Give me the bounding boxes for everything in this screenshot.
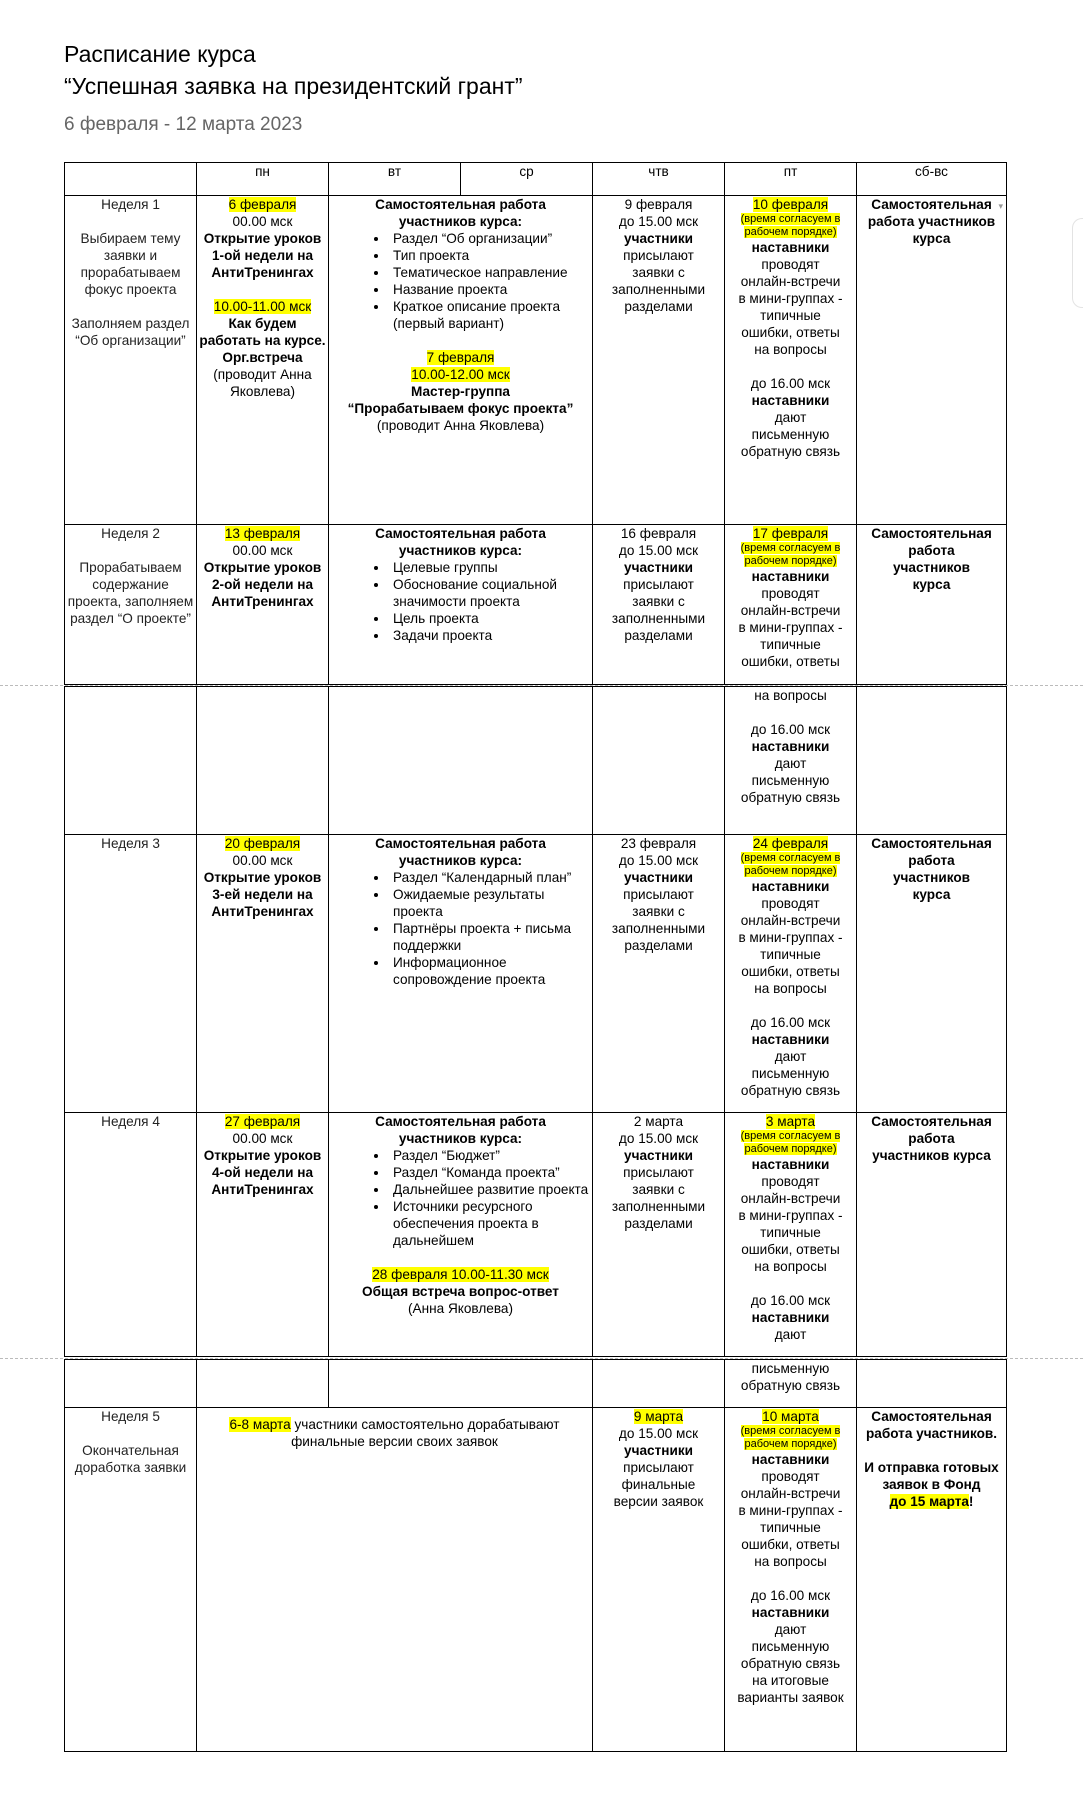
thu-text: заявки с [632,904,685,919]
fri-text: проводят [761,257,820,272]
fri-text: проводят [761,896,820,911]
week5-span-date: 6-8 марта [229,1417,291,1432]
week2-name: Неделя 2 [101,526,160,541]
week2-continuation-row [65,687,1007,835]
week2-mon-title: Открытие уроков 2-ой недели на АнтиТренингах [203,560,322,609]
week5-desc: Окончательная доработка заявки [74,1443,187,1475]
week1-mon-cell [197,196,329,525]
thu-deadline: до 15.00 мск [618,853,699,868]
thu-text: присылают [623,248,694,263]
week4-fri-date: 3 марта [765,1114,816,1129]
week4-task-list [329,1147,592,1249]
header-thu: чтв [593,163,725,196]
week2-desc: Прорабатываем содержание проекта, заполняем раздел “О проекте” [67,560,194,626]
week3-mon-title: Открытие уроков 3-ей недели на АнтиТренингах [203,870,322,919]
fri-deadline: до 16.00 мск [750,376,831,391]
week1-weekend-cell [857,196,1007,525]
title-block [64,38,523,102]
week2-fri-date: 17 февраля [752,526,829,541]
fri-text: проводят [761,1174,820,1189]
week4-qa-date: 28 февраля 10.00-11.30 мск [372,1267,549,1282]
week3-label-cell [65,835,197,1113]
thu-deadline: до 15.00 мск [618,214,699,229]
week1-mon-date: 6 февраля [228,197,297,212]
week1-task: • Краткое описание проекта (первый вариант) [389,298,592,332]
week1-task: • Раздел “Об организации” [389,230,592,247]
thu-text: присылают [623,1460,694,1475]
week3-task: • Партнёры проекта + письма поддержки [389,920,592,954]
fri-text: на вопросы [754,688,827,703]
thu-text: разделами [624,938,693,953]
week1-label-cell [65,196,197,525]
thu-text: финальные [621,1477,696,1492]
week4-mon-title: Открытие уроков 4-ой недели на АнтиТренингах [203,1148,322,1197]
fri-text: варианты заявок [737,1690,844,1705]
week5-row [65,1408,1007,1752]
week1-row [65,196,1007,525]
schedule-table-part3 [64,1359,1007,1752]
thu-text: присылают [623,887,694,902]
thu-text: версии заявок [613,1494,704,1509]
fri-text: дают [774,1327,807,1342]
fri-agree-note: (время согласуем в рабочем порядке) [740,213,841,238]
week2-thu-cell [593,525,725,685]
fri-text: на вопросы [754,1554,827,1569]
fri-text: онлайн-встречи [740,274,841,289]
weekend-text: работа [908,1131,955,1146]
week1-master-title1: Мастер-группа [411,384,510,399]
fri-text: ошибки, ответы [741,325,840,340]
week1-fri-date: 10 февраля [752,197,829,212]
fri-text: письменную [751,1361,830,1376]
header-weekend: сб-вс [857,163,1007,196]
week5-fri-date: 10 марта [762,1409,819,1424]
fri-text: ошибки, ответы [741,654,840,669]
fri-text: обратную связь [740,1083,841,1098]
week3-weekend-cell [857,835,1007,1113]
fri-text: ошибки, ответы [741,964,840,979]
date-range: 6 февраля - 12 марта 2023 [64,114,303,135]
thu-deadline: до 15.00 мск [618,1426,699,1441]
fri-mentors: наставники [751,739,830,754]
week1-desc: Выбираем тему заявки и прорабатываем фокус проекта [80,231,181,297]
week1-mon-note: (проводит Анна Яковлева) [213,367,312,399]
week3-task: • Раздел “Календарный план” [389,869,592,886]
week2-task: • Задачи проекта [389,627,592,644]
fri-deadline: до 16.00 мск [750,1293,831,1308]
fri-mentors: наставники [751,1157,830,1172]
thu-participants: участники [624,231,693,246]
week1-mon-title2: Как будем работать на курсе. Орг.встреча [199,316,326,365]
side-panel-handle[interactable] [1072,218,1083,308]
week5-mon-wed-cell [197,1408,593,1752]
fri-deadline: до 16.00 мск [750,1015,831,1030]
fri-mentors: наставники [751,1310,830,1325]
week5-name: Неделя 5 [101,1409,160,1424]
fri-mentors: наставники [751,1605,830,1620]
week2-row [65,525,1007,685]
fri-text: письменную [751,1639,830,1654]
fri-text: обратную связь [740,1378,841,1393]
fri-mentors: наставники [751,240,830,255]
week4-tue-wed-cell [329,1113,593,1357]
week5-weekend-text1: Самостоятельная работа участников. [865,1409,998,1441]
fri-text: в мини-группах - [738,930,843,945]
header-tue: вт [329,163,461,196]
weekend-text: участников [892,870,971,885]
fri-text: письменную [751,427,830,442]
week1-tue-wed-cell [329,196,593,525]
week1-mon-title: Открытие уроков 1-ой недели на АнтиТренингах [203,231,322,280]
weekend-text: работа [908,543,955,558]
week1-thu-date: 9 февраля [624,197,693,212]
week1-task: • Тематическое направление [389,264,592,281]
fri-text: в мини-группах - [738,1503,843,1518]
fri-text: на вопросы [754,342,827,357]
week5-weekend-cell [857,1408,1007,1752]
week5-exclaim: ! [968,1494,974,1509]
week4-task: • Раздел “Команда проекта” [389,1164,592,1181]
thu-deadline: до 15.00 мск [618,543,699,558]
week4-qa-note: (Анна Яковлева) [408,1301,513,1316]
week4-row [65,1113,1007,1357]
fri-text: письменную [751,1066,830,1081]
fri-text: типичные [760,637,821,652]
header-cell-empty [65,163,197,196]
week4-thu-date: 2 марта [633,1114,684,1129]
thu-text: разделами [624,1216,693,1231]
fri-text: проводят [761,586,820,601]
week1-master-title2: “Прорабатываем фокус проекта” [347,401,574,416]
fri-text: на вопросы [754,981,827,996]
week3-task: • Информационное сопровождение проекта [389,954,592,988]
week1-master-date: 7 февраля [426,350,495,365]
fri-text: дают [774,756,807,771]
week2-selfwork-title: Самостоятельная работа участников курса: [375,526,546,558]
fri-mentors: наставники [751,1452,830,1467]
course-name: “Успешная заявка на президентский грант” [64,73,523,99]
fri-text: обратную связь [740,1656,841,1671]
fri-text: в мини-группах - [738,620,843,635]
week3-task: • Ожидаемые результаты проекта [389,886,592,920]
fri-mentors: наставники [751,569,830,584]
week2-mon-cell [197,525,329,685]
fri-text: дают [774,410,807,425]
week4-label-cell [65,1113,197,1357]
thu-text: заполненными [611,282,706,297]
weekend-text: участников [872,1148,950,1163]
fri-mentors: наставники [751,1032,830,1047]
header-row [65,163,1007,196]
fri-agree-note: (время согласуем в рабочем порядке) [740,1425,841,1450]
fri-text: типичные [760,1225,821,1240]
thu-text: заявки с [632,594,685,609]
week1-task-list [329,230,592,332]
week3-thu-date: 23 февраля [620,836,697,851]
week3-name: Неделя 3 [101,836,160,851]
cell-scroll-arrow-icon[interactable]: ▾ [998,201,1003,211]
fri-text: онлайн-встречи [740,1486,841,1501]
week1-mon-time: 00.00 мск [232,214,293,229]
fri-text: в мини-группах - [738,1208,843,1223]
thu-participants: участники [624,560,693,575]
fri-text: онлайн-встречи [740,913,841,928]
thu-text: заполненными [611,611,706,626]
thu-text: присылают [623,1165,694,1180]
thu-text: заполненными [611,1199,706,1214]
thu-participants: участники [624,1148,693,1163]
weekend-text: Самостоятельная [871,526,992,541]
fri-mentors: наставники [751,879,830,894]
fri-text: типичные [760,308,821,323]
week4-qa-title: Общая встреча вопрос-ответ [362,1284,559,1299]
week4-weekend-cell [857,1113,1007,1357]
weekend-text: курса [912,887,951,902]
fri-agree-note: (время согласуем в рабочем порядке) [740,852,841,877]
week4-name: Неделя 4 [101,1114,160,1129]
week2-label-cell [65,525,197,685]
week4-selfwork-title: Самостоятельная работа участников курса: [375,1114,546,1146]
week4-task: • Дальнейшее развитие проекта [389,1181,592,1198]
week3-selfwork-title: Самостоятельная работа участников курса: [375,836,546,868]
fri-text: проводят [761,1469,820,1484]
week3-row [65,835,1007,1113]
fri-mentors: наставники [751,393,830,408]
week2-tue-wed-cell [329,525,593,685]
weekend-text: участников [892,560,971,575]
week2-fri-continuation [725,687,857,835]
week2-fri-cell [725,525,857,685]
fri-agree-note: (время согласуем в рабочем порядке) [740,542,841,567]
week2-mon-date: 13 февраля [224,526,301,541]
header-mon: пн [197,163,329,196]
week5-label-cell [65,1408,197,1752]
thu-text: разделами [624,628,693,643]
thu-participants: участники [624,870,693,885]
week1-desc2: Заполняем раздел “Об организации” [71,316,190,348]
thu-participants: участники [624,1443,693,1458]
weekend-text: Самостоятельная [871,836,992,851]
week4-thu-cell [593,1113,725,1357]
week2-mon-time: 00.00 мск [232,543,293,558]
fri-text: ошибки, ответы [741,1537,840,1552]
weekend-text: работа [908,853,955,868]
week2-thu-date: 16 февраля [620,526,697,541]
week3-fri-cell [725,835,857,1113]
week4-fri-cell [725,1113,857,1357]
week2-task: • Цель проекта [389,610,592,627]
fri-text: ошибки, ответы [741,1242,840,1257]
week4-task: • Источники ресурсного обеспечения проекта в дальнейшем [389,1198,592,1249]
header-fri: пт [725,163,857,196]
week1-thu-cell [593,196,725,525]
week3-mon-date: 20 февраля [224,836,301,851]
fri-text: дают [774,1622,807,1637]
weekend-text: курса [912,577,951,592]
fri-text: письменную [751,773,830,788]
fri-text: типичные [760,947,821,962]
week4-fri-continuation [725,1360,857,1408]
week2-task: • Целевые группы [389,559,592,576]
fri-text: на итоговые [752,1673,829,1688]
weekend-text: Самостоятельная [871,1114,992,1129]
week4-mon-time: 00.00 мск [232,1131,293,1146]
week3-thu-cell [593,835,725,1113]
week2-task: • Обоснование социальной значимости проекта [389,576,592,610]
week2-weekend-cell [857,525,1007,685]
schedule-table-part1 [64,162,1007,685]
fri-text: типичные [760,1520,821,1535]
week5-fri-cell [725,1408,857,1752]
week1-task: • Тип проекта [389,247,592,264]
fri-text: обратную связь [740,790,841,805]
week1-weekend-text: Самостоятельная работа участников курса [867,197,996,246]
week2-task-list [329,559,592,644]
week3-task-list [329,869,592,988]
week4-mon-date: 27 февраля [224,1114,301,1129]
thu-text: разделами [624,299,693,314]
schedule-table-part2 [64,686,1007,1357]
week1-selfwork-title: Самостоятельная работа участников курса: [375,197,546,229]
week1-master-note: (проводит Анна Яковлева) [376,418,545,433]
thu-text: заявки с [632,1182,685,1197]
week3-mon-cell [197,835,329,1113]
fri-deadline: до 16.00 мск [750,1588,831,1603]
fri-agree-note: (время согласуем в рабочем порядке) [740,1130,841,1155]
thu-text: заявки с [632,265,685,280]
week1-mon-time2: 10.00-11.00 мск [213,299,312,314]
thu-text: заполненными [611,921,706,936]
week5-span-text: участники самостоятельно дорабатывают финальные версии своих заявок [290,1417,560,1449]
fri-text: в мини-группах - [738,291,843,306]
week5-thu-date: 9 марта [633,1409,684,1424]
week3-fri-date: 24 февраля [752,836,829,851]
fri-text: дают [774,1049,807,1064]
week1-fri-cell [725,196,857,525]
thu-deadline: до 15.00 мск [618,1131,699,1146]
week1-task: • Название проекта [389,281,592,298]
week5-thu-cell [593,1408,725,1752]
week5-deadline: до 15 марта [889,1494,969,1509]
week4-task: • Раздел “Бюджет” [389,1147,592,1164]
thu-text: присылают [623,577,694,592]
week4-mon-cell [197,1113,329,1357]
week4-continuation-row [65,1360,1007,1408]
week1-name: Неделя 1 [101,197,160,212]
week3-mon-time: 00.00 мск [232,853,293,868]
fri-text: онлайн-встречи [740,1191,841,1206]
fri-text: на вопросы [754,1259,827,1274]
week5-weekend-text2: И отправка готовых заявок в Фонд [864,1460,999,1492]
page-title: Расписание курса [64,41,256,67]
fri-text: онлайн-встречи [740,603,841,618]
fri-text: обратную связь [740,444,841,459]
weekend-text: курса [953,1148,991,1163]
week1-master-time: 10.00-12.00 мск [411,367,510,382]
week3-tue-wed-cell [329,835,593,1113]
fri-deadline: до 16.00 мск [750,722,831,737]
header-wed: ср [461,163,593,196]
